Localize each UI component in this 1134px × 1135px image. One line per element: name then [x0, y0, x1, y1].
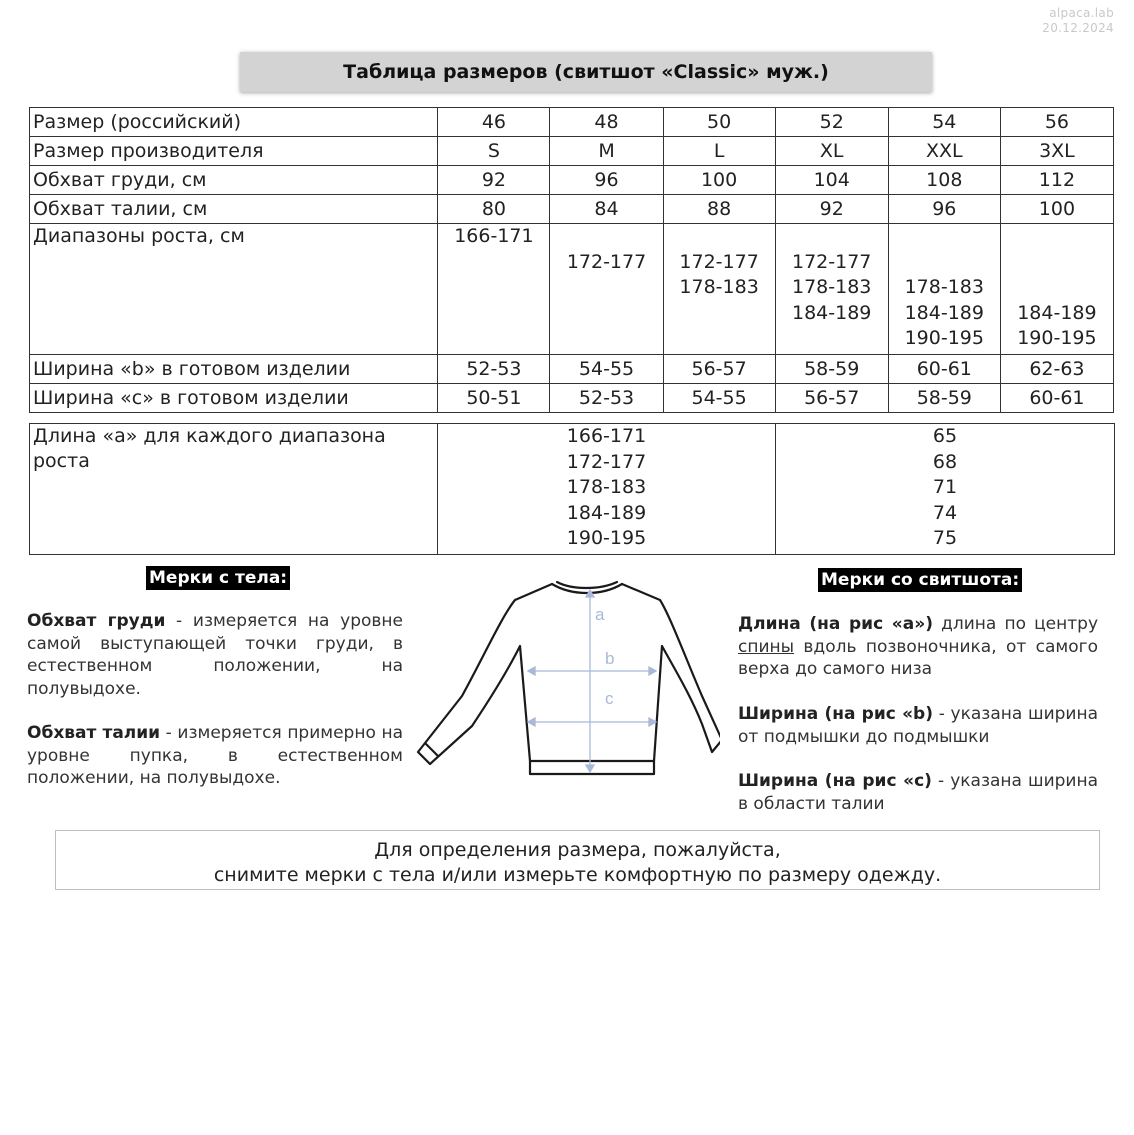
width-c-term: Ширина (на рис «c) [738, 771, 932, 791]
footer-note [55, 830, 1100, 890]
length-heights: 166-171 172-177 178-183 184-189 190-195 [438, 424, 776, 555]
table-row [30, 424, 1115, 555]
arrow-icon [649, 667, 656, 675]
diagram-label-c: c [605, 689, 614, 708]
collar-line [557, 582, 617, 588]
width-b-description: Ширина (на рис «b) - указана ширина от подмышки до подмышки [738, 704, 1098, 747]
height-ranges-row: Диапазоны роста, см 166-171 172-177 172-177 178-183 172-177 178-183 184-189 178-183 184-189 190-195 184-189 190-195 [30, 224, 1114, 355]
arrow-icon [649, 718, 656, 726]
height-range-cell: 178-183 184-189 190-195 [888, 224, 1000, 355]
page-title: Таблица размеров (свитшот «Classic» муж.) [240, 52, 932, 92]
height-range-cell: 172-177 178-183 [663, 224, 775, 355]
table-row: Размер производителя S M L XL XXL 3XL [30, 137, 1114, 166]
chest-description: Обхват груди - измеряется на уровне самой выступающей точки груди, в естественном положении, на полувыдохе. [27, 611, 403, 699]
height-range-cell: 172-177 [550, 224, 663, 355]
table-row: Ширина «c» в готовом изделии 50-51 52-53 54-55 56-57 58-59 60-61 [30, 384, 1114, 413]
arrow-icon [528, 718, 535, 726]
arrow-icon [586, 765, 594, 772]
watermark-brand: alpaca.lab [1049, 6, 1114, 20]
body-measures-header: Мерки с тела: [146, 566, 290, 590]
width-c-description: Ширина (на рис «c) - указана ширина в области талии [738, 771, 1098, 814]
length-table [29, 423, 1115, 555]
table-row: Обхват талии, см 80 84 88 92 96 100 [30, 195, 1114, 224]
watermark-date: 20.12.2024 [1042, 21, 1114, 35]
diagram-label-b: b [605, 649, 615, 668]
arrow-icon [528, 667, 535, 675]
height-range-cell: 172-177 178-183 184-189 [775, 224, 888, 355]
footer-line-2: снимите мерки с тела и/или измерьте комфортную по размеру одежду. [213, 864, 942, 886]
footer-line-1: Для определения размера, пожалуйста, [374, 839, 781, 861]
chest-term: Обхват груди [27, 611, 166, 631]
sweatshirt-diagram [412, 576, 720, 786]
watermark [1042, 6, 1114, 36]
length-description: Длина (на рис «а») длина по центру спины вдоль позвоночника, от самого верха до самого низа [738, 614, 1098, 679]
sweatshirt-outline [418, 584, 720, 764]
size-table [29, 107, 1114, 413]
sweatshirt-measures-header: Мерки со свитшота: [818, 568, 1022, 592]
waist-term: Обхват талии [27, 723, 161, 743]
length-label: Длина «а» для каждого диапазона роста [30, 424, 438, 555]
height-range-cell: 184-189 190-195 [1000, 224, 1113, 355]
diagram-label-a: a [595, 605, 605, 624]
table-row: Размер (российский) 46 48 50 52 54 56 [30, 108, 1114, 137]
table-row: Обхват груди, см 92 96 100 104 108 112 [30, 166, 1114, 195]
length-values: 65 68 71 74 75 [776, 424, 1115, 555]
cuff-left [426, 744, 438, 756]
waist-description: Обхват талии - измеряется примерно на уровне пупка, в естественном положении, на полувыдохе. [27, 723, 403, 788]
length-term: Длина (на рис «а») [738, 614, 933, 634]
height-range-cell: 166-171 [438, 224, 550, 355]
table-row: Ширина «b» в готовом изделии 52-53 54-55 56-57 58-59 60-61 62-63 [30, 355, 1114, 384]
width-b-term: Ширина (на рис «b) [738, 704, 933, 724]
